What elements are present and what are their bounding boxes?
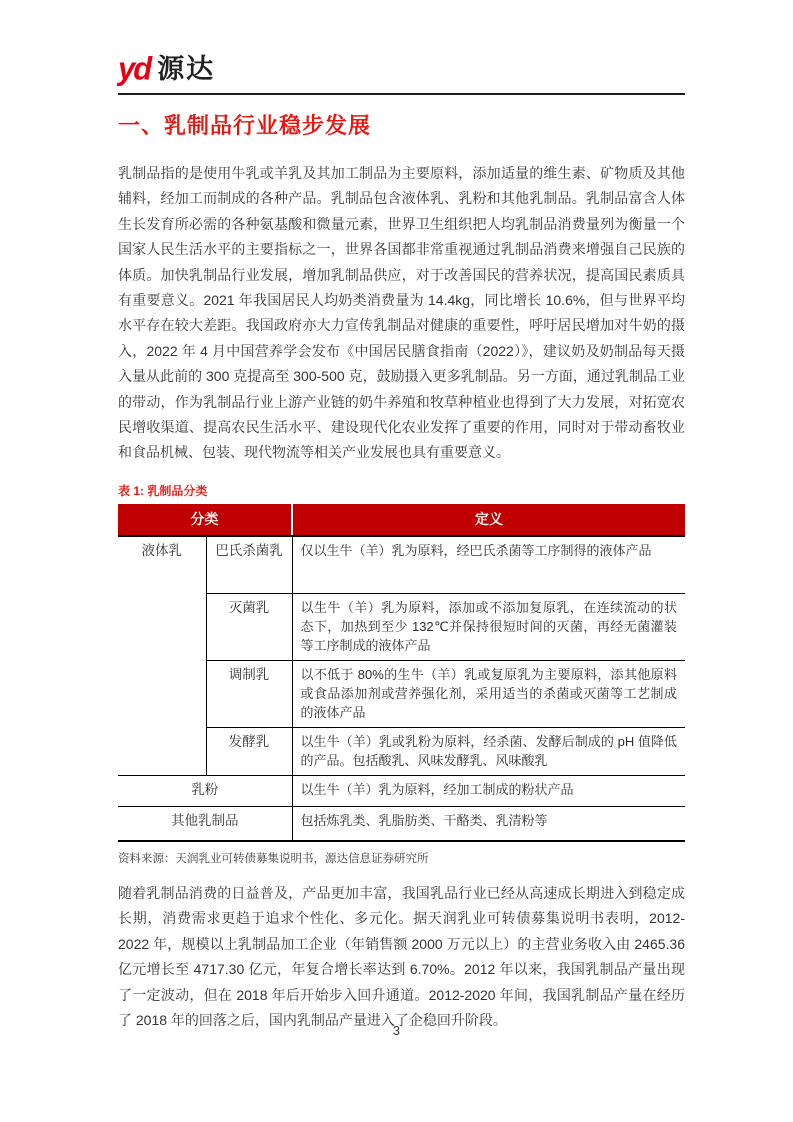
category-cell-other-dairy: 其他乳制品 — [118, 807, 292, 841]
content-column — [118, 0, 685, 1033]
table-row — [118, 776, 685, 807]
table-row — [118, 536, 685, 594]
header-divider — [118, 93, 685, 95]
definition-cell: 以生牛（羊）乳或乳粉为原料，经杀菌、发酵后制成的 pH 值降低的产品。包括酸乳、风味发酵乳、风味酸乳 — [292, 728, 685, 776]
column-header-category: 分类 — [118, 504, 292, 536]
section-heading: 一、乳制品行业稳步发展 — [118, 113, 372, 138]
page-number: 3 — [393, 1024, 400, 1038]
yuanda-logo-mark-icon: yd — [118, 50, 151, 87]
body-paragraph-1: 乳制品指的是使用牛乳或羊乳及其加工制品为主要原料，添加适量的维生素、矿物质及其他辅料，经加工而制成的各种产品。乳制品包含液体乳、乳粉和其他乳制品。乳制品富含人体生长发育所必需的各种氨基酸和微量元素，世界卫生组织把人均乳制品消费量列为衡量一个国家人民生活水平的主要指标之一，世界各国都非常重视通过乳制品消费来增强自己民族的体质。加快乳制品行业发展，增加乳制品供应，对于改善国民的营养状况，提高国民素质具有重要意义。2021 年我国居民人均奶类消费量为 14.4kg，同比增长 10.6%，但与世界平均水平存在较大差距。我国政府亦大力宣传乳制品对健康的重要性，呼吁居民增加对牛奶的摄入，2022 年 4 月中国营养学会发布《中国居民膳食指南（2022）》，建议奶及奶制品每天摄入量从此前的 300 克提高至 300-500 克，鼓励摄入更多乳制品。另一方面，通过乳制品工业的带动，作为乳制品行业上游产业链的奶牛养殖和牧草种植业也得到了大力发展，对拓宽农民增收渠道、提高农民生活水平、建设现代化农业发挥了重要的作用，同时对于带动畜牧业和食品机械、包装、现代物流等相关产业发展也具有重要意义。 — [118, 165, 685, 461]
column-header-definition: 定义 — [292, 504, 685, 536]
yuanda-logo — [118, 0, 685, 87]
category-cell-milk-powder: 乳粉 — [118, 776, 292, 807]
type-cell: 灭菌乳 — [206, 594, 292, 661]
type-cell: 发酵乳 — [206, 728, 292, 776]
body-paragraph-2: 随着乳制品消费的日益普及，产品更加丰富，我国乳品行业已经从高速成长期进入到稳定成长期，消费需求更趋于追求个性化、多元化。据天润乳业可转债募集说明书表明，2012-2022 年，规模以上乳制品加工企业（年销售额 2000 万元以上）的主营业务收入由 2465.36 亿元增长至 4717.30 亿元，年复合增长率达到 6.70%。2012 年以来，我国乳制品产量出现了一定波动，但在 2018 年后开始步入回升通道。2012-2020 年间，我国乳制品产量在经历了 2018 年的回落之后，国内乳制品产量进入了企稳回升阶段。 — [118, 884, 685, 1028]
type-cell: 调制乳 — [206, 661, 292, 728]
dairy-classification-table — [118, 504, 685, 842]
type-cell: 巴氏杀菌乳 — [206, 536, 292, 594]
table-row — [118, 807, 685, 841]
data-source-note: 资料来源：天润乳业可转债募集说明书，源达信息证券研究所 — [118, 852, 429, 865]
definition-cell: 以生牛（羊）乳为原料，添加或不添加复原乳，在连续流动的状态下，加热到至少 132℃并保持很短时间的灭菌，再经无菌灌装等工序制成的液体产品 — [292, 594, 685, 661]
group-cell-liquid-milk: 液体乳 — [118, 536, 206, 776]
definition-cell: 包括炼乳类、乳脂肪类、干酪类、乳清粉等 — [292, 807, 685, 841]
yuanda-logo-wordmark: 源达 — [157, 54, 216, 84]
table-header-row — [118, 504, 685, 536]
definition-cell: 以不低于 80%的生牛（羊）乳或复原乳为主要原料，添其他原料或食品添加剂或营养强化剂，采用适当的杀菌或灭菌等工艺制成的液体产品 — [292, 661, 685, 728]
definition-cell: 仅以生牛（羊）乳为原料，经巴氏杀菌等工序制得的液体产品 — [292, 536, 685, 594]
definition-cell: 以生牛（羊）乳为原料，经加工制成的粉状产品 — [292, 776, 685, 807]
table-caption: 表 1: 乳制品分类 — [118, 483, 208, 498]
